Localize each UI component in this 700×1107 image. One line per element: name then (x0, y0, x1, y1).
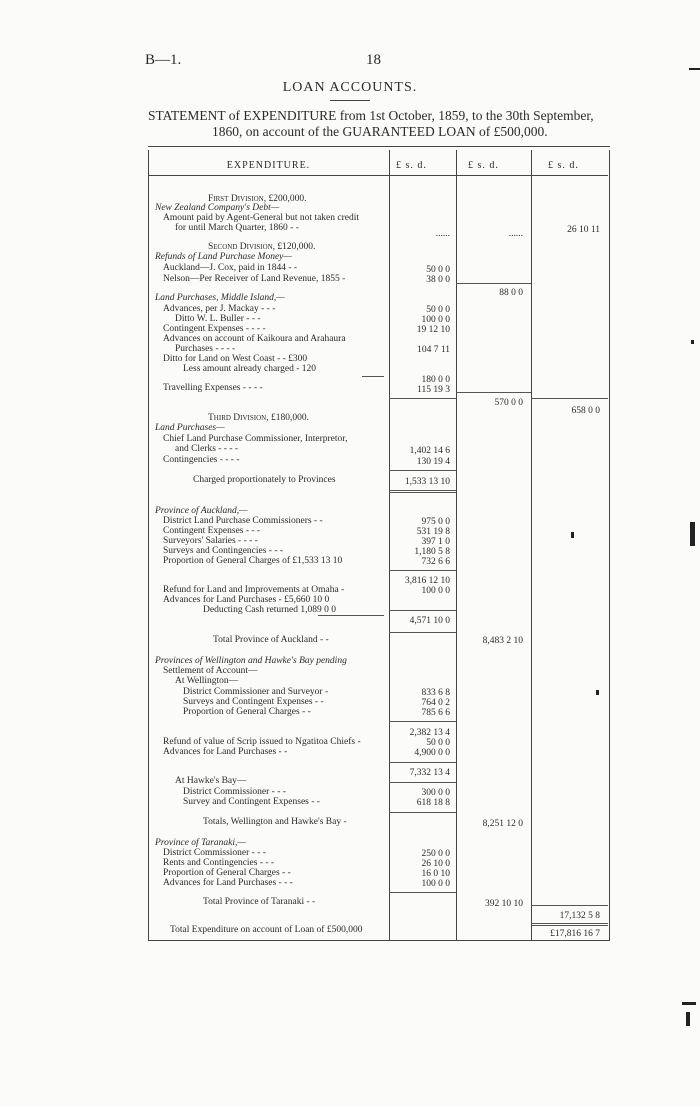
column-rule (456, 283, 531, 284)
row-label: Refund of value of Scrip issued to Ngatitoa Chiefs - (163, 737, 361, 747)
row-label: Travelling Expenses - - - - (163, 383, 263, 393)
row-label: Charged proportionately to Provinces (193, 475, 336, 485)
row-label: Deducting Cash returned 1,089 0 0 (203, 605, 336, 615)
amount-cell: 4,900 0 0 (414, 748, 450, 758)
subheading: Land Purchases— (155, 423, 225, 433)
table-top-rule (148, 146, 610, 147)
column-rule (389, 892, 456, 893)
column-rule (389, 721, 456, 722)
row-label: At Wellington— (175, 676, 239, 686)
subheading: Land Purchases, Middle Island,— (155, 293, 285, 303)
row-label: Proportion of General Charges of £1,533 13 10 (163, 556, 343, 566)
amount-cell: 975 0 0 (421, 517, 450, 527)
row-label: Advances, per J. Mackay - - - (163, 304, 276, 314)
column-rule (389, 762, 456, 763)
amount-cell: 104 7 11 (417, 345, 450, 355)
amount-cell: 26 10 0 (421, 859, 450, 869)
row-label: District Commissioner - - - (183, 787, 286, 797)
amount-cell: 397 1 0 (421, 537, 450, 547)
row-label: Proportion of General Charges - - (163, 868, 291, 878)
title-rule (330, 100, 370, 101)
column-header-col3: £ s. d. (548, 160, 579, 171)
row-label: Chief Land Purchase Commissioner, Interpretor, (163, 434, 348, 444)
subheading: Province of Auckland,— (155, 506, 248, 516)
amount-cell: 392 10 10 (485, 899, 523, 909)
amount-cell: 17,132 5 8 (559, 911, 600, 921)
amount-cell: 531 19 8 (416, 527, 450, 537)
amount-cell: 300 0 0 (421, 788, 450, 798)
amount-cell: 38 0 0 (426, 275, 450, 285)
amount-cell: 88 0 0 (499, 288, 523, 298)
amount-cell: 833 6 8 (421, 688, 450, 698)
column-header-col1: £ s. d. (396, 160, 427, 171)
column-rule (389, 782, 456, 783)
margin-mark (691, 340, 694, 344)
amount-cell: 4,571 10 0 (409, 616, 450, 626)
row-label: Settlement of Account— (163, 666, 258, 676)
amount-cell: 19 12 10 (416, 325, 450, 335)
amount-cell: 50 0 0 (426, 305, 450, 315)
amount-cell: 100 0 0 (421, 879, 450, 889)
amount-cell: 7,332 13 4 (409, 768, 450, 778)
amount-cell: 2,382 13 4 (409, 728, 450, 738)
amount-cell: 50 0 0 (426, 265, 450, 275)
amount-cell: 50 0 0 (426, 738, 450, 748)
subheading: Provinces of Wellington and Hawke's Bay pending (155, 656, 347, 666)
column-divider-3 (531, 150, 532, 940)
row-label: Totals, Wellington and Hawke's Bay - (203, 817, 347, 827)
amount-cell: ...... (508, 229, 523, 239)
amount-cell: 250 0 0 (421, 849, 450, 859)
row-label: Nelson—Per Receiver of Land Revenue, 1855 - (163, 274, 346, 284)
column-rule (531, 905, 608, 906)
row-label: Surveys and Contingencies - - - (163, 546, 284, 556)
row-label: Contingent Expenses - - - - (163, 324, 266, 334)
amount-cell: 764 0 2 (421, 698, 450, 708)
subheading: Province of Taranaki,— (155, 838, 246, 848)
amount-cell: 618 18 8 (416, 798, 450, 808)
amount-cell: 1,533 13 10 (404, 477, 450, 487)
page-number: 18 (366, 52, 381, 68)
amount-cell: 16 0 10 (421, 869, 450, 879)
subtotal-rule (318, 615, 384, 616)
amount-cell: 570 0 0 (494, 398, 523, 408)
margin-mark (686, 1012, 690, 1026)
column-rule (389, 398, 456, 399)
margin-mark (690, 522, 695, 546)
margin-mark (682, 1002, 696, 1005)
row-label: Contingencies - - - - (163, 455, 240, 465)
section-heading: Second Division, £120,000. (208, 242, 316, 252)
column-rule (389, 812, 456, 813)
amount-cell: 100 0 0 (421, 315, 450, 325)
row-label: District Land Purchase Commissioners - - (163, 516, 323, 526)
amount-cell: 3,816 12 10 (404, 576, 450, 586)
row-label: Proportion of General Charges - - (183, 707, 311, 717)
amount-cell: 100 0 0 (421, 586, 450, 596)
row-label: and Clerks - - - - (175, 444, 239, 454)
document-code: B—1. (145, 52, 182, 68)
amount-cell: 8,251 12 0 (482, 819, 523, 829)
row-label: Total Province of Auckland - - (213, 635, 329, 645)
row-label: Refund for Land and Improvements at Omaha - (163, 585, 345, 595)
column-rule (389, 570, 456, 571)
row-label: Advances for Land Purchases - - (163, 747, 288, 757)
column-header-col2: £ s. d. (468, 160, 499, 171)
column-divider-2 (456, 150, 457, 940)
page-title: LOAN ACCOUNTS. (282, 80, 418, 95)
amount-cell: 180 0 0 (421, 375, 450, 385)
row-label: Surveys and Contingent Expenses - - (183, 697, 324, 707)
amount-cell: 115 19 3 (417, 385, 450, 395)
row-label: District Commissioner - - - (163, 848, 266, 858)
column-header-expenditure: EXPENDITURE. (226, 160, 311, 171)
margin-mark (596, 690, 599, 695)
amount-cell: 8,483 2 10 (482, 636, 523, 646)
row-label: Contingent Expenses - - - (163, 526, 261, 536)
margin-mark (571, 532, 574, 538)
header-rule (148, 175, 608, 176)
amount-cell: 130 19 4 (416, 457, 450, 467)
amount-cell: 1,402 14 6 (409, 446, 450, 456)
row-label: Survey and Contingent Expenses - - (183, 797, 320, 807)
column-double-rule (389, 490, 456, 493)
row-label: Ditto W. L. Buller - - - (175, 314, 261, 324)
row-label: for until March Quarter, 1860 - - (175, 223, 299, 233)
row-label: Amount paid by Agent-General but not taken credit (163, 213, 360, 223)
column-rule (389, 470, 456, 471)
row-label: At Hawke's Bay— (175, 776, 247, 786)
row-label: Advances on account of Kaikoura and Arahaura (163, 334, 346, 344)
section-heading: Third Division, £180,000. (208, 413, 309, 423)
grand-total-amount: £17,816 16 7 (550, 929, 600, 939)
amount-cell: ...... (435, 229, 450, 239)
row-label: Purchases - - - - (175, 344, 236, 354)
amount-cell: 785 6 6 (421, 708, 450, 718)
section-heading: First Division, £200,000. (208, 194, 307, 204)
amount-cell: 732 6 6 (421, 557, 450, 567)
statement-line-1: STATEMENT of EXPENDITURE from 1st October, 1859, to the 30th September, (148, 108, 594, 123)
grand-total-label: Total Expenditure on account of Loan of £500,000 (170, 925, 363, 935)
column-rule (531, 398, 608, 399)
subtotal-rule (362, 376, 384, 377)
row-label: Surveyors' Salaries - - - - (163, 536, 258, 546)
subheading: Refunds of Land Purchase Money— (155, 252, 292, 262)
statement-line-2: 1860, on account of the GUARANTEED LOAN of £500,000. (212, 124, 548, 139)
column-rule (389, 632, 456, 633)
row-label: Total Province of Taranaki - - (203, 897, 316, 907)
amount-cell: 658 0 0 (571, 406, 600, 416)
amount-cell: 1,180 5 8 (414, 547, 450, 557)
row-label: Ditto for Land on West Coast - - £300 (163, 354, 308, 364)
column-divider-1 (389, 150, 390, 940)
row-label: Advances for Land Purchases - £5,660 10 0 (163, 595, 330, 605)
column-double-rule (531, 923, 608, 926)
margin-mark (689, 68, 700, 70)
row-label: District Commissioner and Surveyor - (183, 687, 329, 697)
row-label: Auckland—J. Cox, paid in 1844 - - (163, 263, 298, 273)
column-rule (456, 392, 531, 393)
subheading: New Zealand Company's Debt— (155, 203, 280, 213)
row-label: Rents and Contingencies - - - (163, 858, 275, 868)
row-label: Less amount already charged - 120 (183, 364, 317, 374)
row-label: Advances for Land Purchases - - - (163, 878, 293, 888)
column-rule (389, 610, 456, 611)
amount-cell: 26 10 11 (567, 225, 600, 235)
